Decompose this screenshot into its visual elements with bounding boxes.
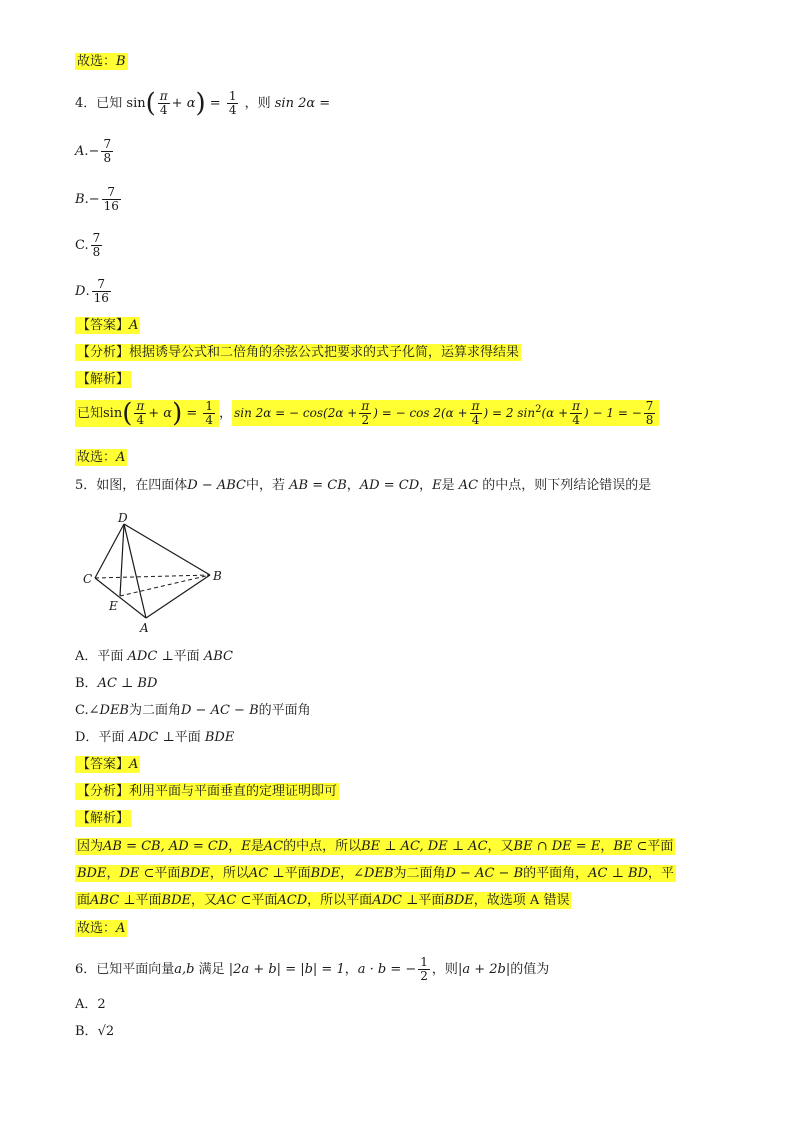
option-sep: . (84, 144, 89, 159)
label-c: C (83, 572, 93, 586)
q5-option-d (75, 728, 234, 748)
stem-part: 6．已知平面向量 (75, 962, 175, 977)
sol-math: BDE (310, 866, 341, 881)
q6-option-a (75, 995, 106, 1015)
q4-eq: = (209, 96, 221, 111)
plane: BDE (204, 730, 235, 745)
q6-option-b (75, 1022, 114, 1042)
plane: ADC (127, 649, 158, 664)
sol-math: ADC ⊥ (372, 893, 419, 908)
option-text: 为二面角 (128, 703, 181, 718)
sol-text: ，所以 (209, 866, 249, 881)
analysis-tag: 【分析】 (77, 345, 130, 360)
tetrahedron-figure (80, 512, 230, 637)
analysis-text: 利用平面与平面垂直的定理证明即可 (129, 784, 338, 799)
plane: ADC (128, 730, 159, 745)
sol-text: 的中点，所以 (283, 839, 362, 854)
known-label: 已知 (77, 406, 104, 421)
frac-den: 4 (228, 103, 237, 117)
option-letter: B (75, 192, 85, 207)
eq: = (186, 406, 198, 421)
dot-product: a · b = − (357, 962, 417, 977)
q5-option-c (75, 701, 311, 721)
angle: ∠DEB (88, 703, 129, 718)
sol-text: 平面 (647, 839, 674, 854)
expr-part: (α + (541, 406, 569, 420)
answer-prefix: 故选： (77, 54, 117, 69)
point-e: E (432, 478, 442, 493)
edge-ab (146, 575, 210, 618)
option-sep: . (84, 192, 89, 207)
q4-number: 4．已知 (75, 96, 123, 111)
frac-den: 8 (92, 245, 101, 259)
frac-den: 4 (159, 103, 168, 117)
q4-option-b (75, 186, 123, 213)
plane: ABC (203, 649, 233, 664)
sol-math: BDE (161, 893, 191, 908)
option-label: B． (75, 676, 98, 691)
option-frac (101, 138, 113, 165)
sol-text: 是 (250, 839, 264, 854)
frac-den: 4 (572, 413, 580, 427)
edge-cb-dashed (95, 575, 210, 578)
frac-den: 2 (420, 969, 428, 983)
frac-den: 4 (136, 413, 145, 427)
q4-solution-tag (75, 370, 131, 390)
sol-math: BE ∩ DE = E (513, 839, 601, 854)
label-b: B (213, 569, 222, 583)
perp-plane: ⊥平面 (161, 649, 200, 664)
sol-text: 平面 (284, 866, 311, 881)
sol-text: 平面 (251, 893, 278, 908)
label-d: D (118, 512, 128, 525)
q5-option-b (75, 674, 157, 694)
q4-target: sin 2α = (274, 96, 331, 111)
sol-text: ， (340, 866, 354, 881)
q4-solution: 已知sin( $\frac{\pi}{4}$ + α) = $\frac{1}{4}$ ， sin 2α = − cos(2α + $\frac{\pi}{2}$ ) = − cos 2(α + $\frac{\pi}{4}$ ) = 2 $\sin^2(\alpha$ + $\frac{\pi}{4}$ ) − 1 = − $\frac{7}{8}$ (75, 400, 659, 427)
stem-part: 的中点，则下列结论错误的是 (482, 478, 652, 493)
sol-math: ACD (277, 893, 308, 908)
plus-alpha: + α (148, 406, 173, 421)
option-frac (92, 278, 111, 305)
sol-text: ，又 (191, 893, 218, 908)
answer-letter: A (129, 757, 139, 772)
segment-ac: AC (458, 478, 479, 493)
target-expr: |a + 2b| (457, 962, 511, 977)
frac-num: 7 (92, 231, 101, 245)
q4-solution-known: 已知sin( $\frac{\pi}{4}$ + α) = $\frac{1}{4}$ (75, 400, 219, 427)
q5-analysis (75, 782, 339, 802)
q4-option-d (75, 278, 113, 305)
frac-num: 7 (102, 186, 121, 200)
stem-part: 的值为 (510, 962, 550, 977)
sol-text: 平面 (418, 893, 445, 908)
expr-part: sin 2α = − cos(2α + (234, 406, 358, 420)
label-e: E (109, 599, 118, 613)
sol-math: AC ⊂ (217, 893, 252, 908)
option-letter: A (75, 144, 85, 159)
sol-math: BDE (444, 893, 474, 908)
frac-den: 2 (361, 413, 370, 427)
q4-frac-14 (227, 90, 239, 117)
edge-de (120, 524, 124, 596)
sol-text: 为二面角 (393, 866, 446, 881)
frac-num: π (361, 399, 370, 413)
frac-num: 7 (92, 278, 111, 292)
analysis-text: 根据诱导公式和二倍角的余弦公式把要求的式子化简，运算求得结果 (129, 345, 520, 360)
sol-text: ，又 (487, 839, 514, 854)
frac-den: 16 (103, 199, 119, 213)
q4-solution-derivation (232, 400, 659, 426)
q4-answer (75, 316, 140, 336)
q4-option-c (75, 232, 104, 259)
option-sign: − (88, 192, 100, 207)
option-value: 2 (97, 997, 106, 1012)
q5-solution-line2 (75, 864, 676, 884)
option-value: √2 (97, 1024, 115, 1039)
condition: |2a + b| = |b| = 1 (228, 962, 345, 977)
sol-math: ABC ⊥ (90, 893, 136, 908)
sol-math: AC (263, 839, 284, 854)
frac-num: π (136, 399, 145, 413)
label-a: A (140, 621, 149, 635)
stem-part: 是 (441, 478, 455, 493)
frac-num: π (471, 399, 480, 413)
edge-db (124, 524, 210, 575)
q5-solution-tag (75, 809, 131, 829)
q4-frac-pi4 (158, 90, 170, 117)
q4-stem: 4．已知 sin( $\frac{\pi}{4}$ + α) = $\frac{1}{4}$ ，则 sin 2α = (75, 88, 331, 119)
perp-plane: ⊥平面 (162, 730, 201, 745)
expr-part: ) − 1 = − (584, 406, 642, 420)
final-letter: A (116, 921, 126, 936)
final-prefix: 故选： (77, 450, 117, 465)
frac-pi4 (134, 400, 146, 427)
sol-text: 的平面角， (523, 866, 589, 881)
q4-final (75, 448, 127, 468)
sol-text: ， (106, 866, 120, 881)
tetrahedron: D − ABC (187, 478, 246, 493)
superscript: 2 (535, 404, 542, 415)
condition: AD = CD (359, 478, 420, 493)
answer-letter: B (116, 54, 126, 69)
q4-analysis (75, 343, 521, 363)
frac-num: 1 (205, 399, 214, 413)
q5-stem: 5．如图，在四面体D − ABC中，若 AB = CB，AD = CD，E是 AC 的中点，则下列结论错误的是 (75, 478, 652, 493)
frac-den: 8 (645, 413, 654, 427)
q4-sin: sin (126, 96, 146, 111)
sol-math: ∠DEB (353, 866, 394, 881)
frac-num: π (159, 89, 168, 103)
frac-pi4 (470, 400, 482, 427)
q4-plus-alpha: + α (171, 96, 196, 111)
sol-text: ， (600, 839, 614, 854)
sol-text: 平面 (154, 866, 181, 881)
sol-math: AC ⊥ (248, 866, 285, 881)
sol-text: 因为 (77, 839, 104, 854)
final-letter: A (116, 450, 126, 465)
frac-num: 1 (420, 955, 428, 969)
stem-part: ， (344, 962, 358, 977)
q5-solution-line1 (75, 837, 675, 857)
sol-math: BDE (180, 866, 210, 881)
q5-solution-line3 (75, 891, 571, 911)
frac-den: 4 (205, 413, 214, 427)
frac-den: 4 (471, 413, 480, 427)
option-label: A． (75, 997, 98, 1012)
sol-math: AB = CB, AD = CD (103, 839, 229, 854)
analysis-tag: 【分析】 (77, 784, 130, 799)
solution-tag: 【解析】 (77, 811, 130, 826)
option-letter: C (75, 238, 85, 253)
stem-part: 满足 (198, 962, 225, 977)
frac-num: 1 (228, 89, 237, 103)
sol-text: ，故选项 A 错误 (473, 893, 570, 908)
option-label: C. (75, 703, 89, 718)
q5-option-a (75, 647, 233, 667)
solution-tag: 【解析】 (77, 372, 130, 387)
sol-text: 面 (77, 893, 91, 908)
q4-option-a (75, 138, 115, 165)
sol-text: ， (228, 839, 242, 854)
option-text: 的平面角 (258, 703, 311, 718)
frac-14 (203, 400, 215, 427)
vectors: a,b (174, 962, 195, 977)
frac-den: 16 (93, 291, 109, 305)
q4-then: ，则 (244, 96, 271, 111)
sol-math: DE ⊂ (119, 866, 155, 881)
q6-stem (75, 956, 549, 983)
sol-text: 平面 (135, 893, 162, 908)
option-frac (91, 232, 103, 259)
option-sep: . (84, 238, 89, 253)
sol-math: E (241, 839, 251, 854)
frac-den: 8 (103, 151, 112, 165)
sol-text: ，平 (647, 866, 674, 881)
condition: AB = CB (289, 478, 347, 493)
frac-pi4 (570, 400, 582, 427)
sol-math: BE ⊥ AC, DE ⊥ AC (361, 839, 488, 854)
edge-eb-dashed (120, 575, 210, 596)
option-sign: − (88, 144, 100, 159)
frac-num: 7 (103, 137, 112, 151)
option-label: D．平面 (75, 730, 125, 745)
frac-num: π (572, 399, 581, 413)
answer-tag: 【答案】 (77, 318, 130, 333)
frac-pi2 (359, 400, 371, 427)
sin-label: sin (103, 406, 123, 421)
option-text: AC ⊥ BD (97, 676, 158, 691)
option-letter: D (75, 284, 86, 299)
dihedral: D − AC − B (181, 703, 259, 718)
answer-tag: 【答案】 (77, 757, 130, 772)
q5-final (75, 919, 127, 939)
answer-letter: A (129, 318, 139, 333)
option-label: B． (75, 1024, 98, 1039)
edge-dc (95, 524, 124, 578)
sol-text: ，所以平面 (307, 893, 373, 908)
option-label: A．平面 (75, 649, 124, 664)
final-prefix: 故选： (77, 921, 117, 936)
frac-78 (644, 400, 656, 427)
stem-part: 中，若 (246, 478, 286, 493)
expr-part: ) = 2 sin (483, 406, 536, 420)
frac-num: 7 (645, 399, 654, 413)
frac-12 (418, 956, 430, 983)
option-frac (102, 186, 121, 213)
prev-final-answer (75, 52, 128, 72)
sol-math: BDE (77, 866, 107, 881)
stem-part: 5．如图，在四面体 (75, 478, 188, 493)
sol-math: AC ⊥ BD (588, 866, 648, 881)
sol-math: D − AC − B (445, 866, 524, 881)
expr-part: ) = − cos 2(α + (373, 406, 468, 420)
q5-answer (75, 755, 140, 775)
option-sep: . (85, 284, 90, 299)
stem-part: ，则 (431, 962, 458, 977)
sol-math: BE ⊂ (613, 839, 648, 854)
